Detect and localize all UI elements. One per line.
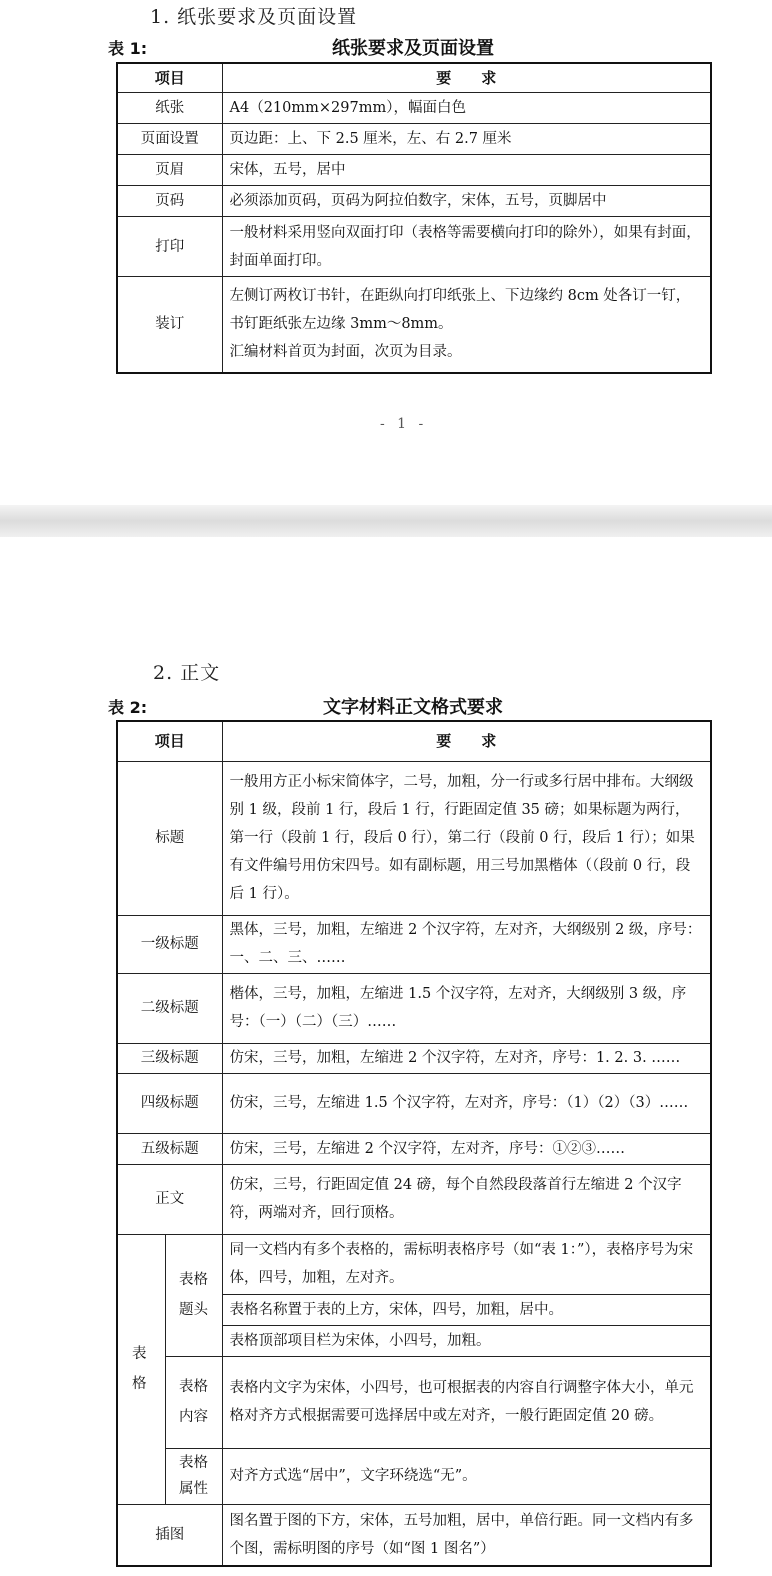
table-header-row: [117, 721, 711, 761]
section-2-heading: 2. 正文: [153, 662, 221, 684]
row-requirement: 表格名称置于表的上方，宋体，四号，加粗，居中。: [222, 1294, 711, 1325]
row-requirement: 黑体，三号，加粗，左缩进 2 个汉字符，左对齐，大纲级别 2 级，序号：一、二、三、……: [222, 915, 711, 973]
table-header-row: [117, 63, 711, 93]
row-item: 页面设置: [117, 124, 222, 155]
requirement-line: 汇编材料首页为封面，次页为目录。: [229, 344, 462, 361]
table-subgroup-label: 表格属性: [165, 1448, 222, 1504]
table-row: [117, 761, 711, 915]
header-item: 项目: [117, 721, 222, 761]
table-subgroup-label: 表格内容: [165, 1356, 222, 1448]
table-2-label: 表 2:: [108, 698, 148, 717]
table-row: [117, 93, 711, 124]
table-row: [117, 1073, 711, 1133]
table-row: [117, 973, 711, 1043]
row-requirement: 页边距：上、下 2.5 厘米，左、右 2.7 厘米: [222, 124, 711, 155]
row-item: 五级标题: [117, 1133, 222, 1164]
table-1: [116, 62, 712, 374]
row-requirement: 必须添加页码，页码为阿拉伯数字，宋体，五号，页脚居中: [222, 186, 711, 217]
row-requirement: 楷体，三号，加粗，左缩进 1.5 个汉字符，左对齐，大纲级别 3 级，序号：（一）（二）（三）……: [222, 973, 711, 1043]
row-item: 正文: [117, 1164, 222, 1234]
table-group-label: 表格: [117, 1234, 165, 1504]
header-requirement: 要 求: [222, 63, 711, 93]
table-row: [117, 1234, 711, 1294]
row-requirement: 图名置于图的下方，宋体，五号加粗，居中，单倍行距。同一文档内有多个图，需标明图的序号（如“图 1 图名”）: [222, 1504, 711, 1566]
table-row: [117, 186, 711, 217]
row-item: 页眉: [117, 155, 222, 186]
table-row: [117, 277, 711, 373]
table-row: [117, 1504, 711, 1566]
row-item: 页码: [117, 186, 222, 217]
table-row: [117, 1448, 711, 1504]
row-requirement: 仿宋，三号，加粗，左缩进 2 个汉字符，左对齐，序号：1. 2. 3. ……: [222, 1043, 711, 1073]
table-1-label: 表 1:: [108, 39, 148, 58]
row-requirement: 同一文档内有多个表格的，需标明表格序号（如“表 1：”），表格序号为宋体，四号，加粗，左对齐。: [222, 1234, 711, 1294]
table-row: [117, 155, 711, 186]
row-item: 标题: [117, 761, 222, 915]
row-requirement: 对齐方式选“居中”，文字环绕选“无”。: [222, 1448, 711, 1504]
table-row: [117, 1356, 711, 1448]
table-row: [117, 124, 711, 155]
row-requirement: 表格顶部项目栏为宋体，小四号，加粗。: [222, 1325, 711, 1356]
row-item: 插图: [117, 1504, 222, 1566]
row-item: 一级标题: [117, 915, 222, 973]
page-divider: [0, 505, 772, 537]
table-1-title: 纸张要求及页面设置: [332, 38, 494, 59]
page-number: - 1 -: [380, 416, 428, 432]
table-2-title: 文字材料正文格式要求: [323, 697, 503, 718]
table-subgroup-label: 表格题头: [165, 1234, 222, 1356]
row-item: 纸张: [117, 93, 222, 124]
row-requirement: 仿宋，三号，左缩进 1.5 个汉字符，左对齐，序号：（1）（2）（3）……: [222, 1073, 711, 1133]
table-row: [117, 217, 711, 277]
table-row: [117, 915, 711, 973]
header-requirement: 要 求: [222, 721, 711, 761]
row-requirement: [222, 277, 711, 373]
row-item: 三级标题: [117, 1043, 222, 1073]
row-item: 二级标题: [117, 973, 222, 1043]
table-row: [117, 1043, 711, 1073]
row-requirement: 表格内文字为宋体，小四号，也可根据表的内容自行调整字体大小，单元格对齐方式根据需要可选择居中或左对齐，一般行距固定值 20 磅。: [222, 1356, 711, 1448]
row-requirement: A4（210mm×297mm），幅面白色: [222, 93, 711, 124]
row-item: 打印: [117, 217, 222, 277]
row-requirement: 仿宋，三号，左缩进 2 个汉字符，左对齐，序号：①②③……: [222, 1133, 711, 1164]
requirement-line: 左侧订两枚订书针，在距纵向打印纸张上、下边缘约 8cm 处各订一钉，书钉距纸张左边缘 3mm～8mm。: [229, 288, 691, 333]
row-item: 四级标题: [117, 1073, 222, 1133]
row-requirement: 宋体，五号，居中: [222, 155, 711, 186]
row-requirement: 一般用方正小标宋简体字，二号，加粗，分一行或多行居中排布。大纲级别 1 级，段前 1 行，段后 1 行，行距固定值 35 磅；如果标题为两行，第一行（段前 1 行，段后 0 行），第二行（段前 0 行，段后 1 行）；如果有文件编号用仿宋四号。如有副标题，用三号加黑楷体（（段前 0 行，段后 1 行）。: [222, 761, 711, 915]
row-requirement: 一般材料采用竖向双面打印（表格等需要横向打印的除外），如果有封面，封面单面打印。: [222, 217, 711, 277]
table-row: [117, 1164, 711, 1234]
row-requirement: 仿宋，三号，行距固定值 24 磅，每个自然段段落首行左缩进 2 个汉字符，两端对齐，回行顶格。: [222, 1164, 711, 1234]
header-item: 项目: [117, 63, 222, 93]
table-row: [117, 1133, 711, 1164]
row-item: 装订: [117, 277, 222, 373]
table-2: [116, 720, 712, 1567]
section-1-heading: 1. 纸张要求及页面设置: [150, 6, 358, 28]
